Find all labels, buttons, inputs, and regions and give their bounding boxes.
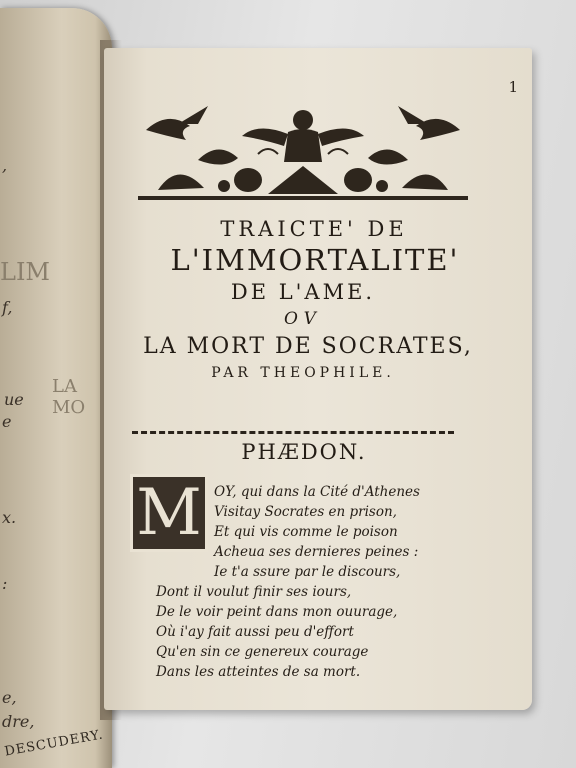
title-line-3: DE L'AME.	[230, 280, 376, 304]
verse-line: Ie t'a ssure par le discours,	[214, 564, 401, 580]
verse-line: OY, qui dans la Cité d'Athenes	[214, 484, 420, 500]
title-line-5: LA MORT DE SOCRATES,	[143, 334, 473, 359]
left-fragment: e,	[2, 688, 17, 707]
left-fragment: ue	[4, 390, 24, 409]
verse-line: Acheua ses dernieres peines :	[214, 544, 419, 560]
verse-line: Et qui vis comme le poison	[214, 524, 398, 540]
verse-line: Qu'en sin ce genereux courage	[156, 644, 369, 660]
verse-line: Où i'ay fait aussi peu d'effort	[156, 624, 354, 640]
dropcap-letter: M	[130, 474, 208, 552]
section-title: PHÆDON.	[241, 440, 367, 464]
left-fragment: f,	[2, 298, 13, 317]
title-line-4: OV	[284, 309, 322, 329]
left-fragment: :	[2, 574, 8, 593]
page-number: 1	[508, 78, 518, 96]
verse-line: De le voir peint dans mon ouurage,	[156, 604, 398, 620]
left-bleed-text: LA MO	[52, 376, 86, 418]
left-bleed-text: LIM	[0, 258, 50, 286]
title-line-6: PAR THEOPHILE.	[211, 365, 395, 381]
left-fragment: x.	[2, 508, 17, 527]
verse-line: Dans les atteintes de sa mort.	[156, 664, 361, 680]
verse-block	[104, 48, 532, 710]
left-page-fragments	[0, 8, 112, 768]
verse-line: Dont il voulut finir ses iours,	[156, 584, 352, 600]
title-line-1: TRAICTE' DE	[220, 217, 408, 241]
left-page	[0, 8, 112, 768]
book-page	[104, 48, 532, 710]
left-fragment: dre,	[2, 712, 35, 731]
title-line-2: L'IMMORTALITE'	[170, 243, 460, 277]
left-page-footer: DESCUDERY.	[3, 727, 105, 760]
verse-line: Visitay Socrates en prison,	[214, 504, 397, 520]
left-fragment: e	[2, 412, 12, 431]
left-fragment: ,	[2, 156, 8, 175]
